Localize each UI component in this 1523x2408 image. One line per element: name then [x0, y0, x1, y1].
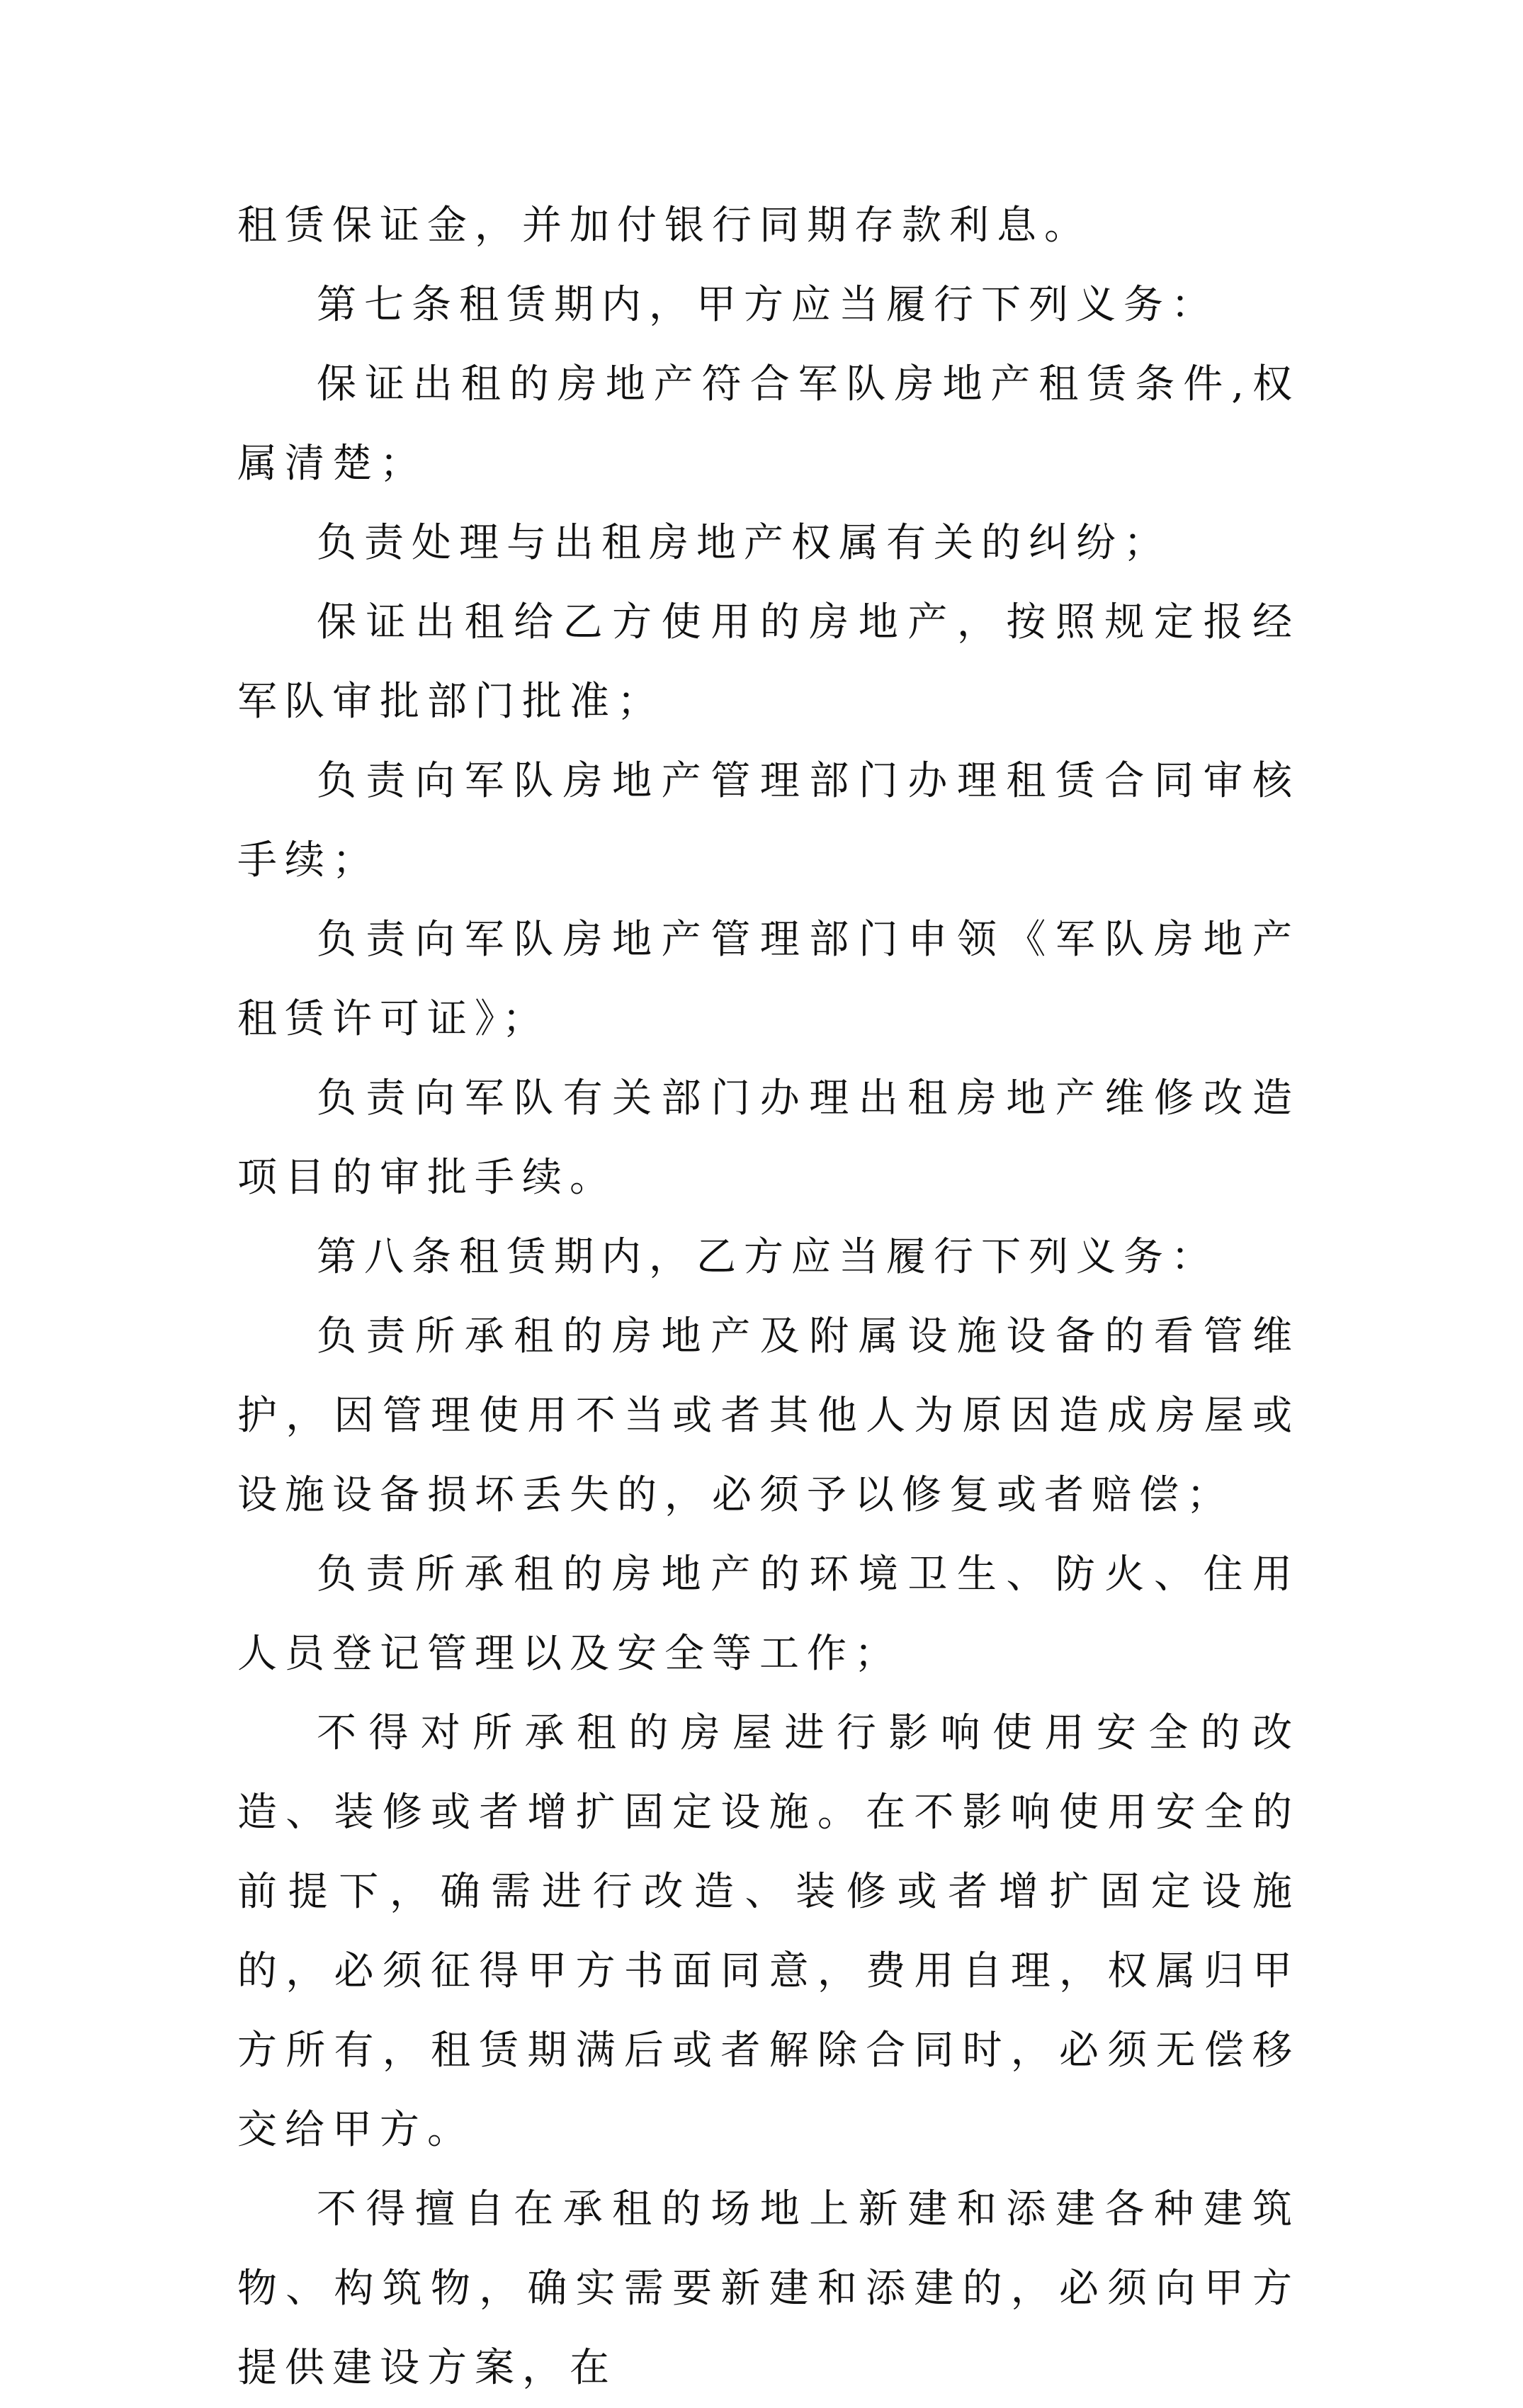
paragraph-4: 负责处理与出租房地产权属有关的纠纷；	[317, 520, 1171, 566]
paragraph-13: 不得擅自在承租的场地上新建和添建各种建筑物、构筑物，确实需要新建和添建的，必须向甲方提供建设方案，在	[237, 2186, 1300, 2391]
paragraph-5: 保证出租给乙方使用的房地产，按照规定报经军队审批部门批准；	[237, 599, 1300, 725]
paragraph-10: 负责所承租的房地产及附属设施设备的看管维护，因管理使用不当或者其他人为原因造成房屋或设施设备损坏丢失的，必须予以修复或者赔偿；	[237, 1313, 1300, 1518]
paragraph-9: 第八条租赁期内，乙方应当履行下列义务：	[317, 1234, 1218, 1280]
paragraph-6: 负责向军队房地产管理部门办理租赁合同审核手续；	[237, 758, 1300, 883]
paragraph-12: 不得对所承租的房屋进行影响使用安全的改造、装修或者增扩固定设施。在不影响使用安全的前提下，确需进行改造、装修或者增扩固定设施的，必须征得甲方书面同意，费用自理，权属归甲方所有，租赁期满后或者解除合同时，必须无偿移交给甲方。	[237, 1710, 1300, 2153]
paragraph-3: 保证出租的房地产符合军队房地产租赁条件,权属清楚；	[237, 361, 1300, 487]
paragraph-2: 第七条租赁期内，甲方应当履行下列义务：	[317, 282, 1218, 328]
paragraph-11: 负责所承租的房地产的环境卫生、防火、住用人员登记管理以及安全等工作；	[237, 1551, 1300, 1677]
paragraph-1: 租赁保证金，并加付银行同期存款利息。	[237, 203, 1092, 249]
paragraph-8: 负责向军队有关部门办理出租房地产维修改造项目的审批手续。	[237, 1075, 1300, 1201]
body-text	[237, 186, 1300, 2408]
paragraph-7: 负责向军队房地产管理部门申领《军队房地产租赁许可证》；	[237, 917, 1300, 1042]
